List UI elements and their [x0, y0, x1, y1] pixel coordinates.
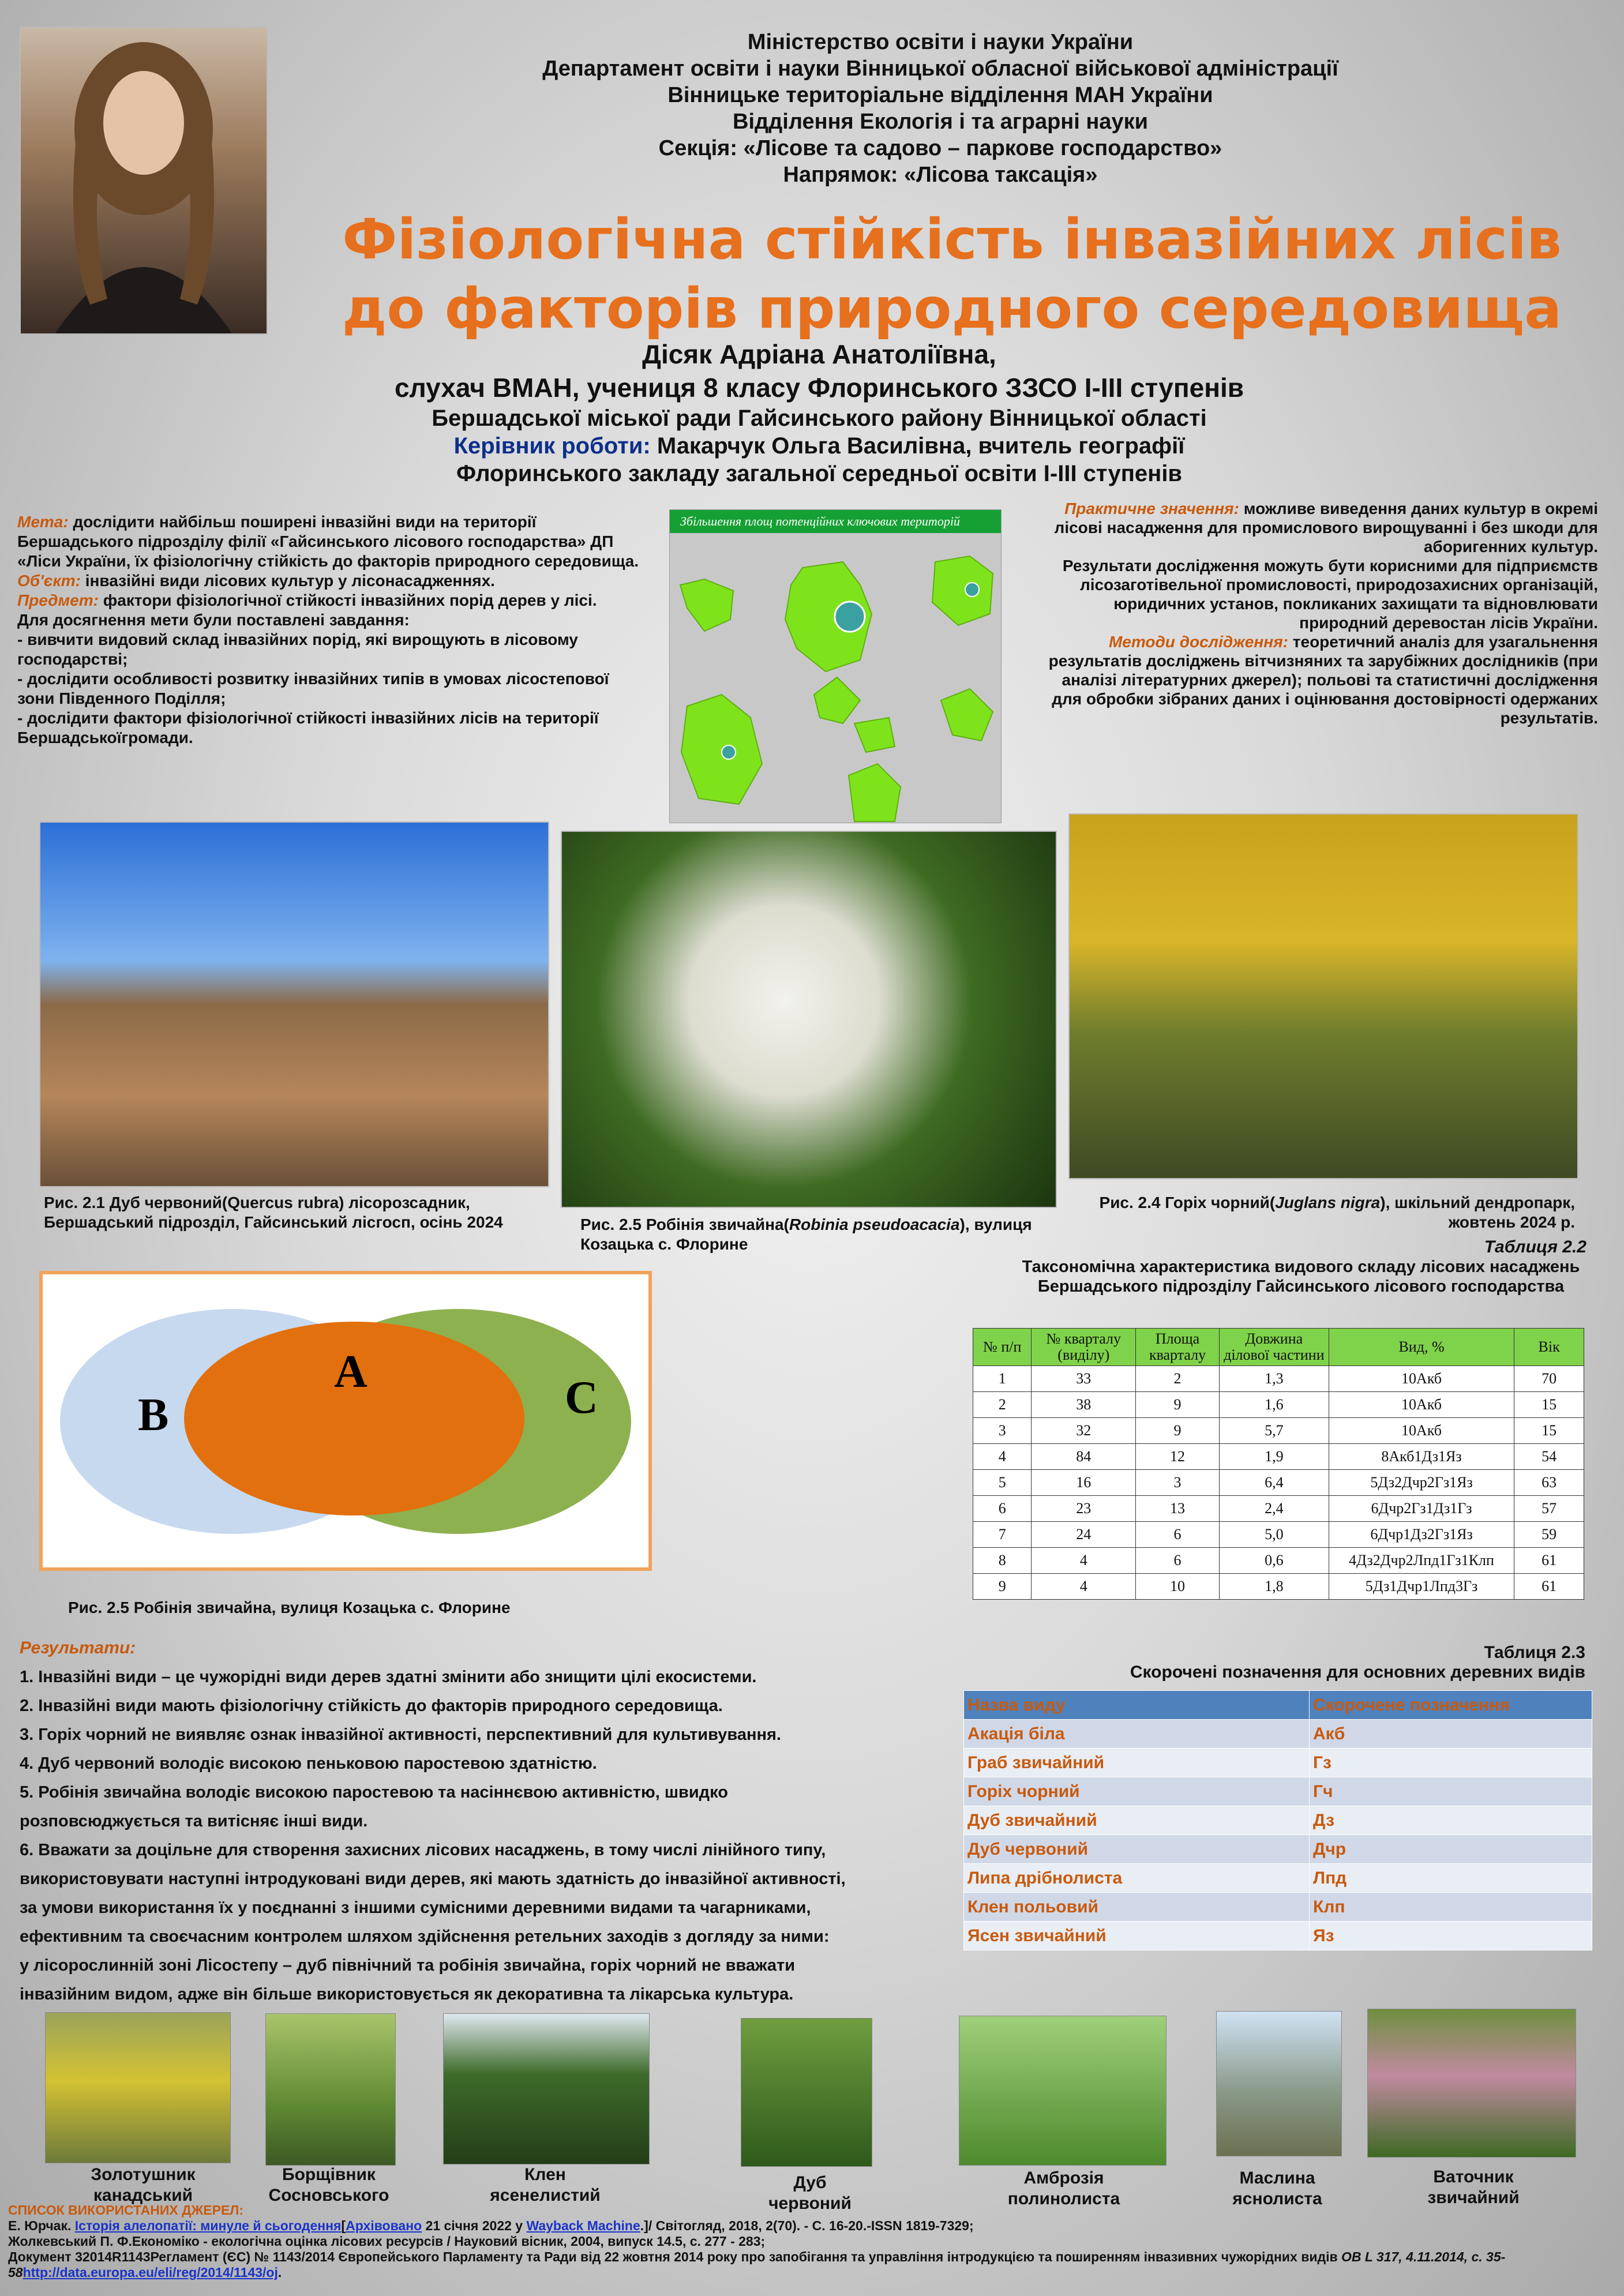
result-line: ефективним та своєчасним контролем шляхом здійснення ретельних заходів з догляду за ними: — [20, 1927, 830, 1946]
result-line: 4. Дуб червоний володіє високою пеньковою паростевою здатністю. — [20, 1754, 597, 1773]
species-label — [450, 2164, 640, 2206]
venn-caption: Рис. 2.5 Робінія звичайна, вулиця Козацька с. Флорине — [68, 1599, 511, 1616]
author-name: Дісяк Адріана Анатоліївна, — [642, 339, 996, 369]
caption-text: Рис. 2.1 Дуб червоний( — [44, 1194, 228, 1211]
results-list — [20, 1663, 966, 2009]
map-area — [680, 579, 733, 631]
caption-text: ), шкільний дендропарк, жовтень 2024 р. — [1380, 1194, 1575, 1231]
table-cell: 7 — [973, 1522, 1032, 1548]
object-label: Об'єкт: — [17, 572, 81, 590]
header-line: Міністерство освіти і науки України — [747, 30, 1134, 54]
table-header-cell: № кварталу (виділу) — [1032, 1329, 1136, 1366]
abbr-row — [964, 1749, 1592, 1777]
supervisor-label: Керівник роботи: — [453, 433, 651, 459]
source-link[interactable]: http://data.europa.eu/eli/reg/2014/1143/oj — [22, 2265, 278, 2280]
sources-label: СПИСОК ВИКОРИСТАНИХ ДЖЕРЕЛ: — [8, 2203, 244, 2218]
task-item: - вивчити видовий склад інвазійних порід, які вирощують в лісовому господарстві; — [17, 631, 578, 668]
table-cell: 63 — [1514, 1470, 1584, 1496]
task-item: - дослідити особливості розвитку інвазійних типів в умовах лісостепової зони Південного Поділля; — [17, 670, 609, 707]
photo-red-oak-nursery — [39, 821, 549, 1187]
methods-label: Методи дослідження: — [1108, 633, 1289, 651]
map-marker — [722, 745, 736, 759]
table-cell: 5 — [973, 1470, 1032, 1496]
abbr-cell: Липа дрібнолиста — [964, 1864, 1310, 1893]
table-cell: 38 — [1032, 1392, 1136, 1418]
table-cell: 6Дчр2Гз1Дз1Гз — [1329, 1496, 1514, 1522]
species-name-line: Борщівник — [282, 2165, 376, 2184]
abbr-cell: Дуб звичайний — [964, 1806, 1310, 1835]
table-cell: 10 — [1136, 1574, 1220, 1600]
abbreviation-table — [963, 1690, 1592, 1950]
map-area — [932, 556, 993, 625]
author-block — [173, 337, 1465, 487]
species-name-line: Амброзія — [1023, 2169, 1104, 2188]
practical-text: можливе виведення даних культур в окремі лісові насадження для промислового вирощуванні і без шкоди для аборигенних культур. — [1054, 500, 1598, 556]
caption-text: ) лісорозсадник, Бершадський підрозділ, Гайсинський лісгосп, осінь 2024 — [44, 1194, 503, 1231]
table-cell: 1,8 — [1219, 1574, 1329, 1600]
species-photo — [45, 2012, 231, 2163]
table-row — [973, 1392, 1584, 1418]
poster-title — [288, 205, 1615, 343]
map-areas — [670, 533, 1001, 823]
table-cell: 2 — [973, 1392, 1032, 1418]
venn-diagram — [39, 1271, 652, 1571]
species-name-line: Ваточник — [1433, 2167, 1514, 2186]
species-photo — [443, 2013, 650, 2164]
table-cell: 5Дз2Дчр2Гз1Яз — [1329, 1470, 1514, 1496]
table-cell: 57 — [1514, 1496, 1584, 1522]
species-name-line: полинолиста — [1007, 2189, 1120, 2208]
venn-label-a: A — [334, 1346, 367, 1397]
table-cell: 59 — [1514, 1522, 1584, 1548]
result-line: використовувати наступні інтродуковані види дерев, які мають здатність до інвазійної активності, — [20, 1870, 846, 1888]
supervisor-name: Макарчук Ольга Василівна, вчитель географії — [650, 433, 1185, 459]
result-line: 6. Вважати за доцільне для створення захисних лісових насаджень, в тому числі лінійного типу, — [20, 1841, 826, 1859]
map-area — [849, 764, 901, 821]
species-name-line: яснолиста — [1232, 2189, 1322, 2208]
table-cell: 3 — [973, 1418, 1032, 1444]
author-status: слухач ВМАН, учениця 8 класу Флоринського ЗЗСО І-ІІІ ступенів — [394, 373, 1244, 403]
methods-text: теоретичний аналіз для узагальнення результатів досліджень вітчизняних та зарубіжних дослідників (при аналізі літературних джерел); польові та статистичні дослідження для обробки зібраних даних і оцінювання достовірності одержаних результатів. — [1048, 633, 1598, 727]
map-marker — [835, 602, 865, 632]
table-row — [973, 1366, 1584, 1392]
source-item — [8, 2249, 1618, 2280]
table-cell: 15 — [1514, 1418, 1584, 1444]
source-link[interactable]: Wayback Machine — [526, 2218, 640, 2233]
abbr-cell: Клен польовий — [964, 1893, 1310, 1922]
table-cell: 70 — [1514, 1366, 1584, 1392]
sources-section — [8, 2203, 1618, 2280]
table-2-3-title: Скорочені позначення для основних деревних видів — [1130, 1663, 1585, 1682]
species-name-line: Клен — [524, 2165, 566, 2184]
header-line: Секція: «Лісове та садово – паркове господарство» — [658, 136, 1222, 160]
species-label — [51, 2164, 235, 2206]
species-photo — [1216, 2011, 1342, 2156]
table-header-cell: Довжина ділової частини — [1219, 1329, 1329, 1366]
abbr-row — [964, 1777, 1592, 1806]
table-cell: 9 — [1136, 1392, 1220, 1418]
venn-shapes — [43, 1274, 648, 1567]
table-2-3-block — [963, 1643, 1585, 1682]
result-line: 3. Горіх чорний не виявляє ознак інвазійної активності, перспективний для культивування. — [20, 1725, 781, 1744]
abbr-header-row — [964, 1691, 1592, 1720]
table-cell: 24 — [1032, 1522, 1136, 1548]
abbr-cell: Дуб червоний — [964, 1835, 1310, 1864]
header-line: Напрямок: «Лісова таксація» — [783, 163, 1098, 187]
table-cell: 1 — [973, 1366, 1032, 1392]
species-name-line: червоний — [768, 2194, 852, 2213]
species-name-line: канадський — [93, 2186, 193, 2205]
table-cell: 8Акб1Дз1Яз — [1329, 1444, 1514, 1470]
tasks-intro: Для досягнення мети були поставлені завдання: — [17, 611, 410, 629]
intro-section — [17, 512, 640, 748]
practical-section — [1044, 499, 1598, 727]
table-row — [973, 1418, 1584, 1444]
table-cell: 3 — [1136, 1470, 1220, 1496]
species-name-line: звичайний — [1427, 2188, 1520, 2207]
caption-text: ), вулиця Козацька с. Флорине — [580, 1215, 1032, 1253]
abbr-cell: Горіх чорний — [964, 1777, 1310, 1806]
result-line: 5. Робінія звичайна володіє високою паростевою та насіннєвою активністю, швидко — [20, 1783, 728, 1802]
table-2-2-label: Таблиця 2.2 — [1484, 1237, 1587, 1256]
venn-label-c: C — [565, 1372, 598, 1423]
species-label — [242, 2164, 415, 2206]
source-text: . — [277, 2265, 282, 2280]
caption-species: Robinia pseudoacacia — [789, 1215, 960, 1233]
abbr-cell: Акб — [1310, 1720, 1592, 1749]
table-header-cell: Вік — [1514, 1329, 1584, 1366]
table-cell: 4 — [973, 1444, 1032, 1470]
table-cell: 2 — [1136, 1366, 1220, 1392]
abbr-row — [964, 1806, 1592, 1835]
photo-black-walnut — [1068, 813, 1578, 1179]
species-photo — [741, 2018, 872, 2167]
species-photo — [265, 2013, 396, 2166]
school-line: Флоринського закладу загальної середньої освіти І-ІІІ ступенів — [456, 461, 1183, 486]
species-name-line: Золотушник — [91, 2165, 196, 2184]
portrait-figure — [21, 28, 267, 333]
abbr-cell: Гч — [1310, 1777, 1592, 1806]
species-photo — [1367, 2009, 1576, 2158]
source-link[interactable]: Історія алелопатії: минуле й сьогодення — [74, 2218, 342, 2233]
caption-species: Juglans nigra — [1275, 1194, 1381, 1211]
goal-paragraph — [17, 512, 640, 571]
source-text: [ — [341, 2218, 346, 2233]
source-text: Е. Юрчак. — [8, 2218, 75, 2233]
table-row — [973, 1548, 1584, 1574]
table-cell: 84 — [1032, 1444, 1136, 1470]
venn-label-b: B — [138, 1390, 169, 1440]
caption-species: Quercus rubra — [227, 1194, 339, 1211]
table-header-cell: № п/п — [973, 1329, 1032, 1366]
source-item: Жолкевський П. Ф.Економіко - екологічна оцінка лісових ресурсів / Науковий вісник, 2004, випуск 14.5, с. 277 - 283; — [8, 2234, 766, 2249]
result-line: у лісорослинній зоні Лісостепу – дуб північний та робінія звичайна, горіх чорний не вважати — [20, 1956, 796, 1975]
table-header-cell: Площа кварталу — [1136, 1329, 1220, 1366]
subject-paragraph — [17, 591, 640, 610]
abbr-cell: Скорочене позначення — [1310, 1691, 1592, 1720]
source-item — [8, 2218, 1618, 2234]
table-cell: 5,0 — [1219, 1522, 1329, 1548]
taxonomy-table — [973, 1328, 1584, 1600]
table-cell: 8 — [973, 1548, 1032, 1574]
goal-label: Мета: — [17, 513, 69, 531]
abbr-row — [964, 1893, 1592, 1922]
table-cell: 23 — [1032, 1496, 1136, 1522]
species-name-line: ясенелистий — [490, 2186, 601, 2205]
methods-paragraph — [1044, 632, 1598, 727]
table-cell: 10Акб — [1329, 1366, 1514, 1392]
subject-text: фактори фізіологічної стійкості інвазійних порід дерев у лісі. — [98, 591, 597, 609]
species-name-line: Маслина — [1239, 2169, 1315, 2188]
title-line-2: до факторів природного середовища — [342, 276, 1562, 341]
author-council: Бершадської міської ради Гайсинського району Вінницької області — [432, 406, 1207, 431]
abbr-cell: Лпд — [1310, 1864, 1592, 1893]
header-line: Вінницьке територіальне відділення МАН України — [667, 83, 1213, 107]
author-portrait — [20, 27, 268, 335]
map-area — [814, 677, 860, 723]
abbr-cell: Дчр — [1310, 1835, 1592, 1864]
abbr-cell: Назва виду — [964, 1691, 1310, 1720]
table-cell: 4 — [1032, 1574, 1136, 1600]
caption-text: Рис. 2.5 Робінія звичайна( — [580, 1215, 789, 1233]
table-cell: 6 — [1136, 1522, 1220, 1548]
source-text: .]/ Світогляд, 2018, 2(70). - С. 16-20.-ISSN 1819-7329; — [640, 2218, 974, 2233]
table-row — [973, 1574, 1584, 1600]
table-cell: 33 — [1032, 1366, 1136, 1392]
source-text: 21 січня 2022 у — [422, 2218, 527, 2233]
key-territories-map — [669, 509, 1002, 823]
caption-text: Рис. 2.4 Горіх чорний( — [1099, 1194, 1276, 1211]
table-cell: 6,4 — [1219, 1470, 1329, 1496]
table-cell: 9 — [973, 1574, 1032, 1600]
table-cell: 1,3 — [1219, 1366, 1329, 1392]
practical-paragraph-2: Результати дослідження можуть бути корисними для підприємств лісозаготівельної промисловості, природозахисних організацій, юридичних установ, покликаних захищати та відновлювати природний деревостан лісів України. — [1062, 557, 1598, 632]
table-row — [973, 1470, 1584, 1496]
table-row — [973, 1496, 1584, 1522]
abbr-row — [964, 1720, 1592, 1749]
practical-paragraph — [1044, 499, 1598, 556]
header-line: Відділення Екологія і та аграрні науки — [733, 110, 1148, 134]
abbr-row — [964, 1864, 1592, 1893]
abbr-row — [964, 1835, 1592, 1864]
result-line: 1. Інвазійні види – це чужорідні види дерев здатні змінити або знищити цілі екосистеми. — [20, 1668, 757, 1686]
practical-label: Практичне значення: — [1064, 500, 1239, 517]
species-photo — [959, 2016, 1167, 2166]
table-cell: 4Дз2Дчр2Лпд1Гз1Клп — [1329, 1548, 1514, 1574]
abbr-cell: Яз — [1310, 1922, 1592, 1950]
table-cell: 0,6 — [1219, 1548, 1329, 1574]
table-2-3-label: Таблиця 2.3 — [1484, 1643, 1585, 1662]
map-area — [941, 689, 993, 741]
source-link[interactable]: Архівовано — [346, 2218, 422, 2233]
table-row — [973, 1444, 1584, 1470]
table-header-cell: Вид, % — [1329, 1329, 1514, 1366]
abbr-row — [964, 1922, 1592, 1950]
goal-text: дослідити найбільш поширені інвазійні види на території Бершадського підрозділу філії «Гайсинського лісового господарства» ДП «Ліси України, їх фізіологічну стійкість до факторів природного середовища. — [17, 513, 639, 570]
table-2-2-title: Таксономічна характеристика видового складу лісових насаджень Бершадського підрозділу Гайсинського лісового господарства — [1022, 1258, 1580, 1296]
photo-robinia-flowers — [561, 831, 1057, 1208]
table-cell: 9 — [1136, 1418, 1220, 1444]
table-cell: 1,6 — [1219, 1392, 1329, 1418]
supervisor-line — [173, 432, 1465, 460]
table-cell: 61 — [1514, 1574, 1584, 1600]
map-caption: Збільшення площ потенційних ключових територій — [670, 510, 1001, 533]
header-line: Департамент освіти і науки Вінницької обласної військової адміністрації — [542, 57, 1338, 81]
table-cell: 32 — [1032, 1418, 1136, 1444]
table-cell: 54 — [1514, 1444, 1584, 1470]
table-cell: 10Акб — [1329, 1392, 1514, 1418]
species-name-line: Сосновського — [268, 2186, 389, 2205]
table-cell: 16 — [1032, 1470, 1136, 1496]
photo-caption-walnut — [1096, 1193, 1575, 1232]
task-item: - дослідити фактори фізіологічної стійкості інвазійних лісів на території Бершадськоїгромади. — [17, 709, 599, 746]
table-cell: 5Дз1Дчр1Лпд3Гз — [1329, 1574, 1514, 1600]
abbr-cell: Акація біла — [964, 1720, 1310, 1749]
table-cell: 61 — [1514, 1548, 1584, 1574]
table-cell: 15 — [1514, 1392, 1584, 1418]
object-paragraph — [17, 571, 640, 591]
table-cell: 10Акб — [1329, 1418, 1514, 1444]
result-line: розповсюджується та витісняє інші види. — [20, 1812, 368, 1830]
table-cell: 6 — [1136, 1548, 1220, 1574]
results-label: Результати: — [20, 1638, 136, 1657]
abbr-cell: Гз — [1310, 1749, 1592, 1777]
source-text: OB L 317, 4.11.2014, с. 35-58 — [8, 2249, 1506, 2280]
map-marker — [965, 583, 979, 596]
table-cell: 2,4 — [1219, 1496, 1329, 1522]
photo-caption-red-oak — [44, 1193, 552, 1232]
table-cell: 6 — [973, 1496, 1032, 1522]
result-line: інвазійним видом, адже він більше використовується як декоративна та лікарська культура. — [20, 1985, 794, 2004]
result-line: 2. Інвазійні види мають фізіологічну стійкість до факторів природного середовища. — [20, 1697, 723, 1715]
table-cell: 5,7 — [1219, 1418, 1329, 1444]
abbr-cell: Граб звичайний — [964, 1749, 1310, 1777]
subject-label: Предмет: — [17, 591, 99, 609]
source-text: Документ 32014R1143Регламент (ЄС) № 1143/2014 Європейського Парламенту та Ради від 22 жовтня 2014 року про запобігання та управління інтродукцією та поширенням інвазивних чужорідних видів — [8, 2249, 1341, 2264]
table-cell: 12 — [1136, 1444, 1220, 1470]
table-cell: 1,9 — [1219, 1444, 1329, 1470]
object-text: інвазійні види лісових культур у лісонасадженнях. — [80, 572, 495, 590]
table-cell: 4 — [1032, 1548, 1136, 1574]
abbr-cell: Дз — [1310, 1806, 1592, 1835]
abbr-cell: Клп — [1310, 1893, 1592, 1922]
map-area — [854, 718, 895, 752]
table-cell: 6Дчр1Дз2Гз1Яз — [1329, 1522, 1514, 1548]
result-line: за умови використання їх у поєднанні з іншими сумісними деревними видами та чагарниками, — [20, 1899, 811, 1917]
title-line-1: Фізіологічна стійкість інвазійних лісів — [342, 207, 1562, 272]
table-2-2-block — [981, 1237, 1587, 1296]
table-row — [973, 1522, 1584, 1548]
species-name-line: Дуб — [793, 2173, 827, 2192]
institution-header — [450, 29, 1431, 188]
table-cell: 13 — [1136, 1496, 1220, 1522]
abbr-cell: Ясен звичайний — [964, 1922, 1310, 1950]
